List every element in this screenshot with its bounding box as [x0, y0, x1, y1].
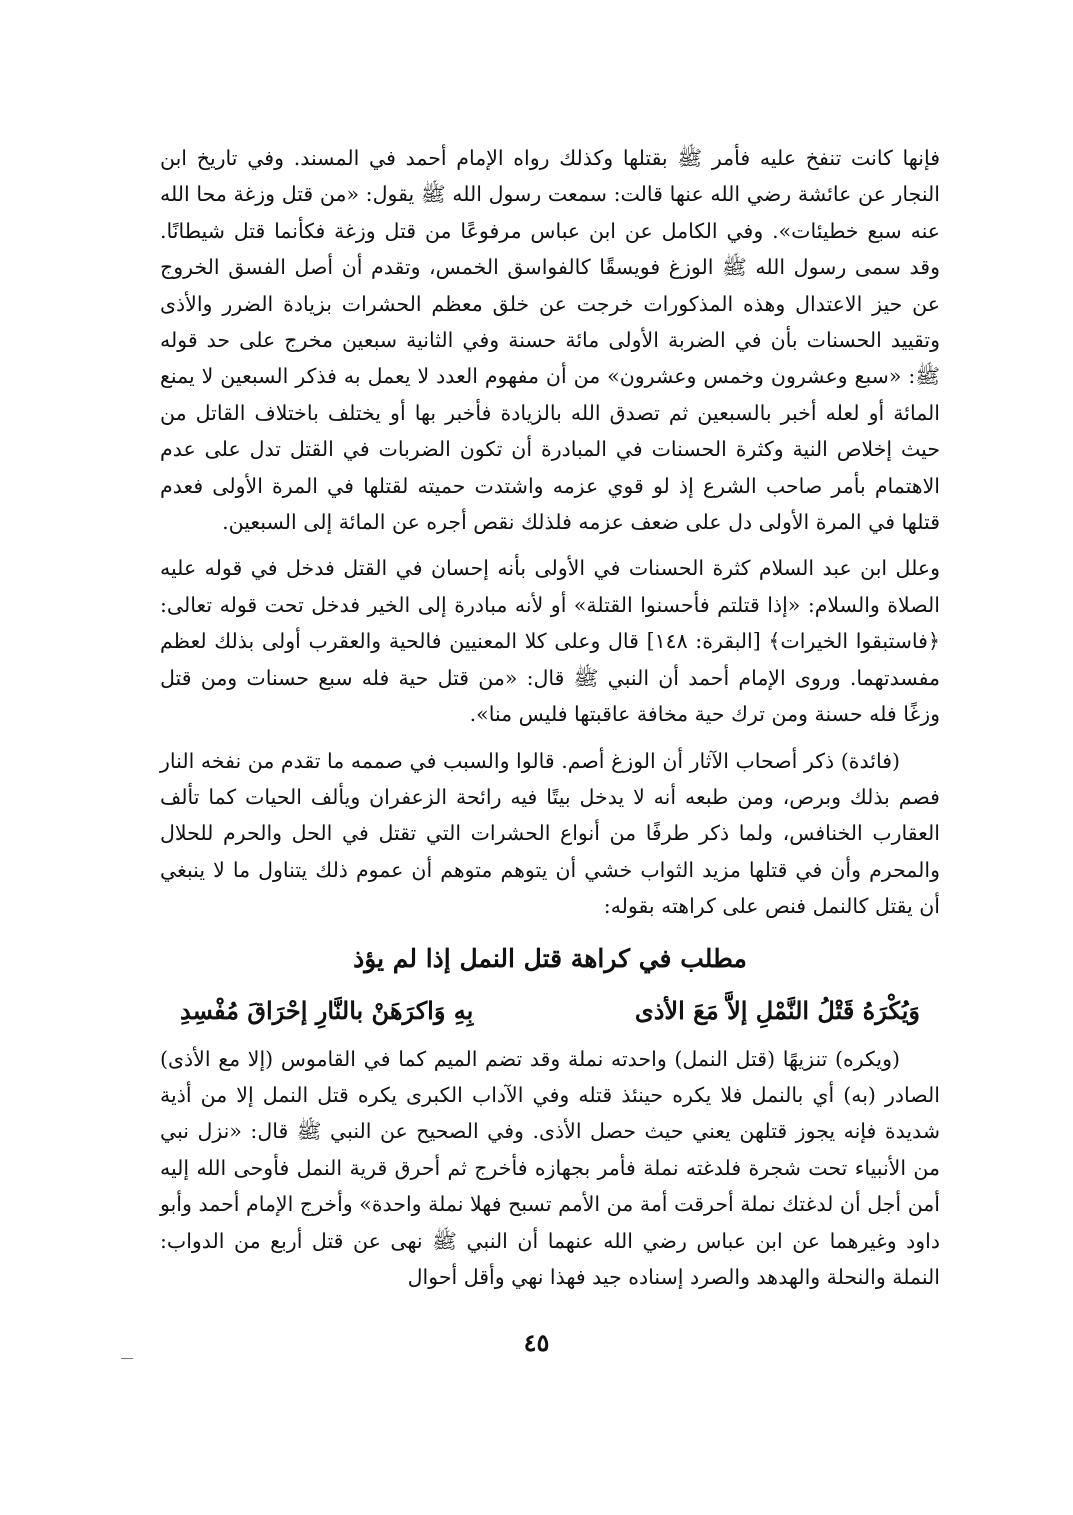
page-body	[160, 140, 940, 1295]
section-heading: مطلب في كراهة قتل النمل إذا لم يؤذ	[353, 943, 747, 973]
page-number: ٤٥	[523, 1328, 550, 1357]
paragraph-fa-ida: (فائدة) ذكر أصحاب الآثار أن الوزغ أصم. قالوا والسبب في صممه ما تقدم من نفخه النار فصم بذلك وبرص، ومن طبعه أنه لا يدخل بيتًا فيه رائحة الزعفران ويألف الحيات كما تألف العقارب الخنافس، ولما ذكر طرفًا من أنواع الحشرات التي تقتل في الحل والحرم للحلال والمحرم وأن في قتلها مزيد الثواب خشي أن يتوهم متوهم أن عموم ذلك يتناول ما لا ينبغي أن يقتل كالنمل فنص على كراهته بقوله:	[160, 748, 940, 919]
verse-first-hemistich: وَيُكْرَهُ قَتْلُ النَّمْلِ إلاَّ مَعَ الأذى	[634, 995, 920, 1025]
margin-mark	[121, 1358, 133, 1359]
commentary-paragraph: (ويكره) تنزيهًا (قتل النمل) واحدته نملة وقد تضم الميم كما في القاموس (إلا مع الأذى) الصادر (به) أي بالنمل فلا يكره حينئذ قتله وفي الآداب الكبرى يكره قتل النمل إلا من أذية شديدة فإنه يجوز قتلهن يعني حيث حصل الأذى. وفي الصحيح عن النبي ﷺ قال: «نزل نبي من الأنبياء تحت شجرة فلدغته نملة فأمر بجهازه فأخرج ثم أحرق قرية النمل فأوحى الله إليه أمن أجل أن لدغتك نملة أحرقت أمة من الأمم تسبح فهلا نملة واحدة» وأخرج الإمام أحمد وأبو داود وغيرهما عن ابن عباس رضي الله عنهما أن النبي ﷺ نهى عن قتل أربع من الدواب: النملة والنحلة والهدهد والصرد إسناده جيد فهذا نهي وأقل أحوال	[160, 1046, 940, 1289]
verse-second-hemistich: بِهِ وَاكرَهَنْ بالنَّارِ إحْرَاقَ مُفْسِدِ	[180, 995, 474, 1025]
paragraph-2: وعلل ابن عبد السلام كثرة الحسنات في الأولى بأنه إحسان في القتل فدخل في قوله عليه الصلاة والسلام: «إذا قتلتم فأحسنوا القتلة» أو لأنه مبادرة إلى الخير فدخل تحت قوله تعالى: ﴿فاستبقوا الخيرات﴾ [البقرة: ١٤٨] قال وعلى كلا المعنيين فالحية والعقرب أولى بذلك لعظم مفسدتهما. وروى الإمام أحمد أن النبي ﷺ قال: «من قتل حية فله سبع حسنات ومن قتل وزغًا فله حسنة ومن ترك حية مخافة عاقبتها فليس منا».	[160, 556, 940, 727]
paragraph-1: فإنها كانت تنفخ عليه فأمر ﷺ بقتلها وكذلك رواه الإمام أحمد في المسند. وفي تاريخ ابن النجار عن عائشة رضي الله عنها قالت: سمعت رسول الله ﷺ يقول: «من قتل وزغة محا الله عنه سبع خطيئات». وفي الكامل عن ابن عباس مرفوعًا من قتل وزغة فكأنما قتل شيطانًا. وقد سمى رسول الله ﷺ الوزغ فويسقًا كالفواسق الخمس، وتقدم أن أصل الفسق الخروج عن حيز الاعتدال وهذه المذكورات خرجت عن خلق معظم الحشرات بزيادة الضرر والأذى وتقييد الحسنات بأن في الضربة الأولى مائة حسنة وفي الثانية سبعين مخرج على حد قوله ﷺ: «سبع وعشرون وخمس وعشرون» من أن مفهوم العدد لا يعمل به فذكر السبعين لا يمنع المائة أو لعله أخبر بالسبعين ثم تصدق الله بالزيادة فأخبر بها أو يختلف باختلاف القاتل من حيث إخلاص النية وكثرة الحسنات في المبادرة أن تكون الضربات في القتل تدل على عدم الاهتمام بأمر صاحب الشرع إذ لو قوي عزمه واشتدت حميته لقتلها في المرة الأولى فعدم قتلها في المرة الأولى دل على ضعف عزمه فلذلك نقص أجره عن المائة إلى السبعين.	[160, 146, 940, 535]
poem-verse	[180, 989, 920, 1033]
